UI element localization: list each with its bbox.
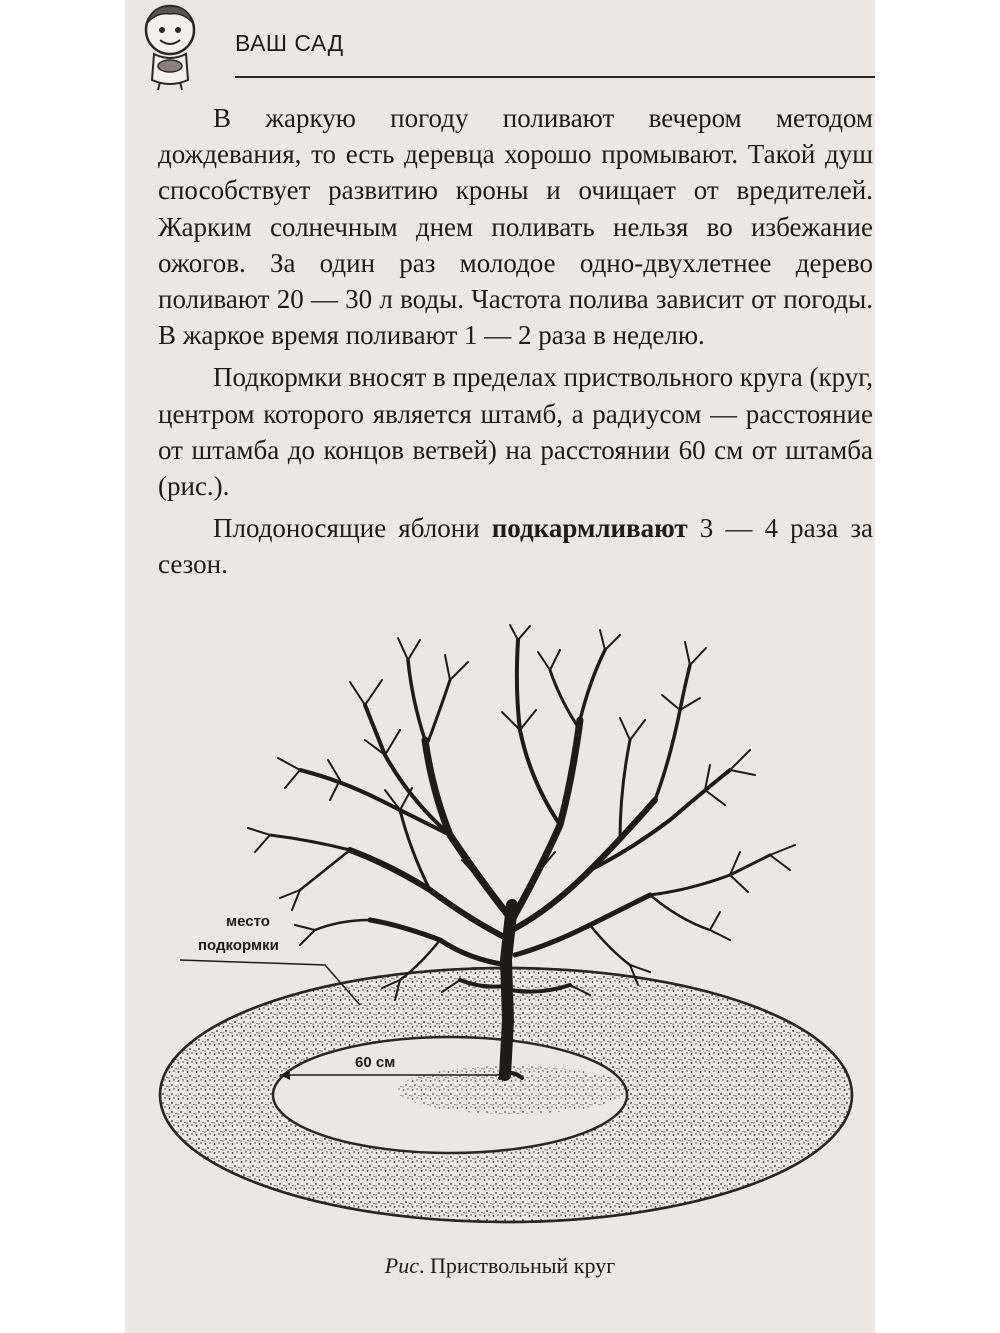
caption-prefix: Рис	[384, 1253, 419, 1278]
caption-text: . Приствольный круг	[418, 1253, 616, 1278]
running-head: ВАШ САД	[235, 30, 344, 56]
body-text	[158, 100, 873, 589]
label-feeding-line2: подкормки	[198, 937, 279, 954]
paragraph-2: Подкормки вносят в пределах приствольного круга (круг, центром которого является штамб, а радиусом — расстояние от штамба до концов ветвей) на расстоянии 60 см от штамба (рис.).	[158, 362, 873, 502]
paragraph-3-end: 3 — 4 раза за сезон.	[158, 513, 873, 580]
figure-caption	[0, 1253, 1000, 1279]
label-feeding-line1: место	[226, 913, 270, 930]
paragraph-1: В жаркую погоду поливают вечером методом дождевания, то есть деревца хорошо промывают. Такой душ способствует развитию кроны и очищает от вредителей. Жарким солнечным днем поливать нельзя во избежание ожогов. За один раз молодое одно-двухлетнее дерево поливают 20 — 30 л воды. Частота полива зависит от погоды. В жаркое время поливают 1 — 2 раза в неделю.	[158, 103, 873, 351]
paragraph-3	[158, 510, 873, 582]
paragraph-3-start: Плодоносящие яблони	[213, 513, 492, 544]
header-rule	[235, 76, 875, 78]
tree-figure	[150, 620, 870, 1240]
label-distance: 60 см	[355, 1054, 396, 1071]
paragraph-3-bold: подкармливают	[491, 513, 688, 544]
mascot-icon	[130, 0, 210, 92]
